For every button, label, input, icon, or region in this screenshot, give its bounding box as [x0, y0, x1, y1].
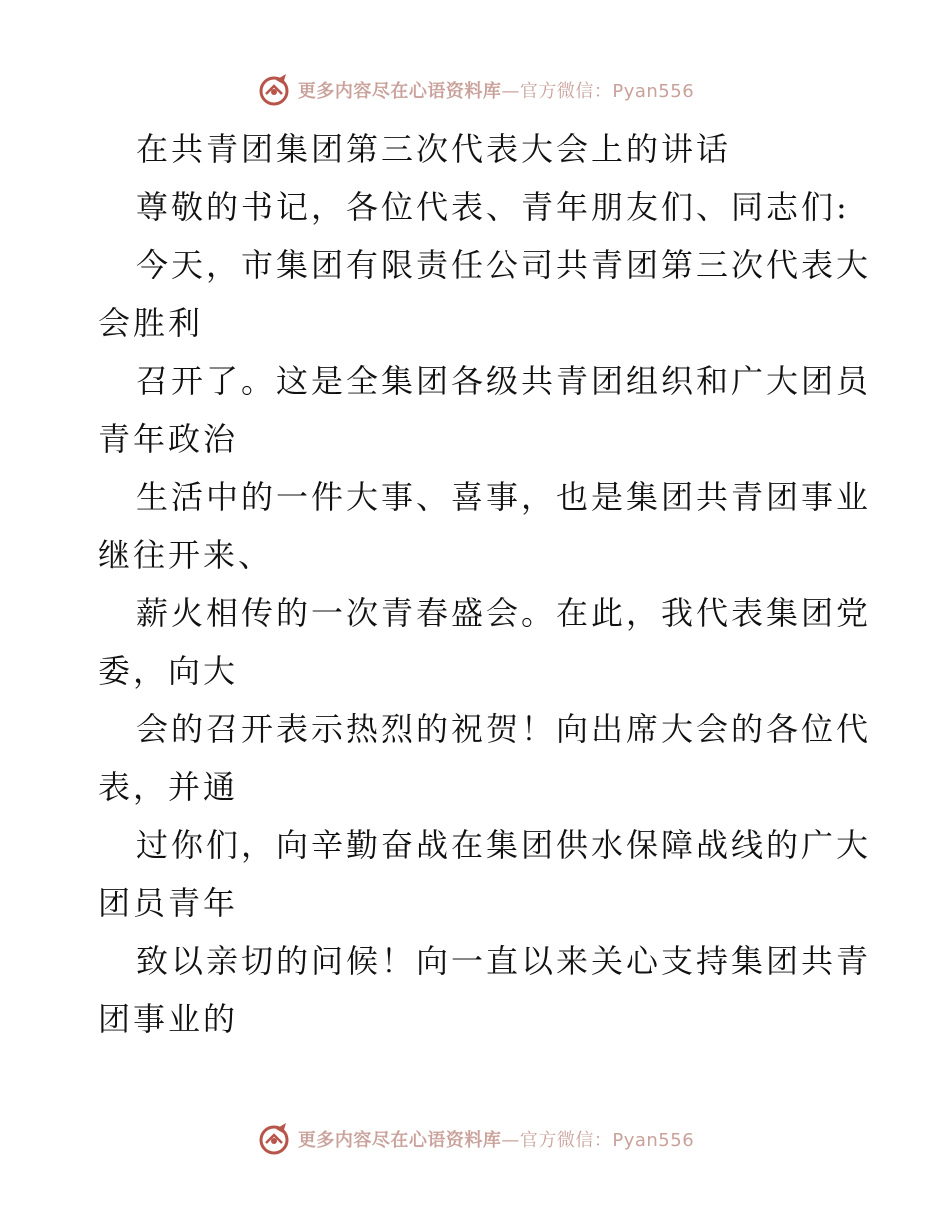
- paragraph-line: 薪火相传的一次青春盛会。在此，我代表集团党: [136, 594, 872, 632]
- paragraph-line: 表，并通: [98, 768, 239, 806]
- paragraph-line: 委，向大: [98, 652, 239, 690]
- document-title: 在共青团集团第三次代表大会上的讲话: [136, 130, 732, 168]
- book-pen-logo-icon: [256, 1121, 292, 1157]
- footer-watermark: [0, 1119, 950, 1159]
- paragraph-line: 青年政治: [98, 420, 239, 458]
- paragraph-line: 召开了。这是全集团各级共青团组织和广大团员: [136, 362, 872, 400]
- paragraph-line: 会的召开表示热烈的祝贺！向出席大会的各位代: [136, 710, 872, 748]
- salutation: 尊敬的书记，各位代表、青年朋友们、同志们:: [136, 188, 850, 226]
- paragraph-line: 会胜利: [98, 304, 204, 342]
- paragraph-line: 继往开来、: [98, 536, 274, 574]
- watermark-text: 更多内容尽在心语资料库—官方微信：Pyan556: [297, 81, 695, 102]
- paragraph-line: 今天，市集团有限责任公司共青团第三次代表大: [136, 246, 872, 284]
- document-body: [98, 120, 872, 1048]
- paragraph-line: 过你们，向辛勤奋战在集团供水保障战线的广大: [136, 826, 872, 864]
- paragraph-line: 团事业的: [98, 1000, 239, 1038]
- paragraph-line: 致以亲切的问候！向一直以来关心支持集团共青: [136, 942, 872, 980]
- paragraph-line: 生活中的一件大事、喜事，也是集团共青团事业: [136, 478, 872, 516]
- header-watermark: [0, 70, 950, 110]
- paragraph-line: 团员青年: [98, 884, 239, 922]
- book-pen-logo-icon: [256, 72, 292, 108]
- watermark-text: 更多内容尽在心语资料库—官方微信：Pyan556: [297, 1130, 695, 1151]
